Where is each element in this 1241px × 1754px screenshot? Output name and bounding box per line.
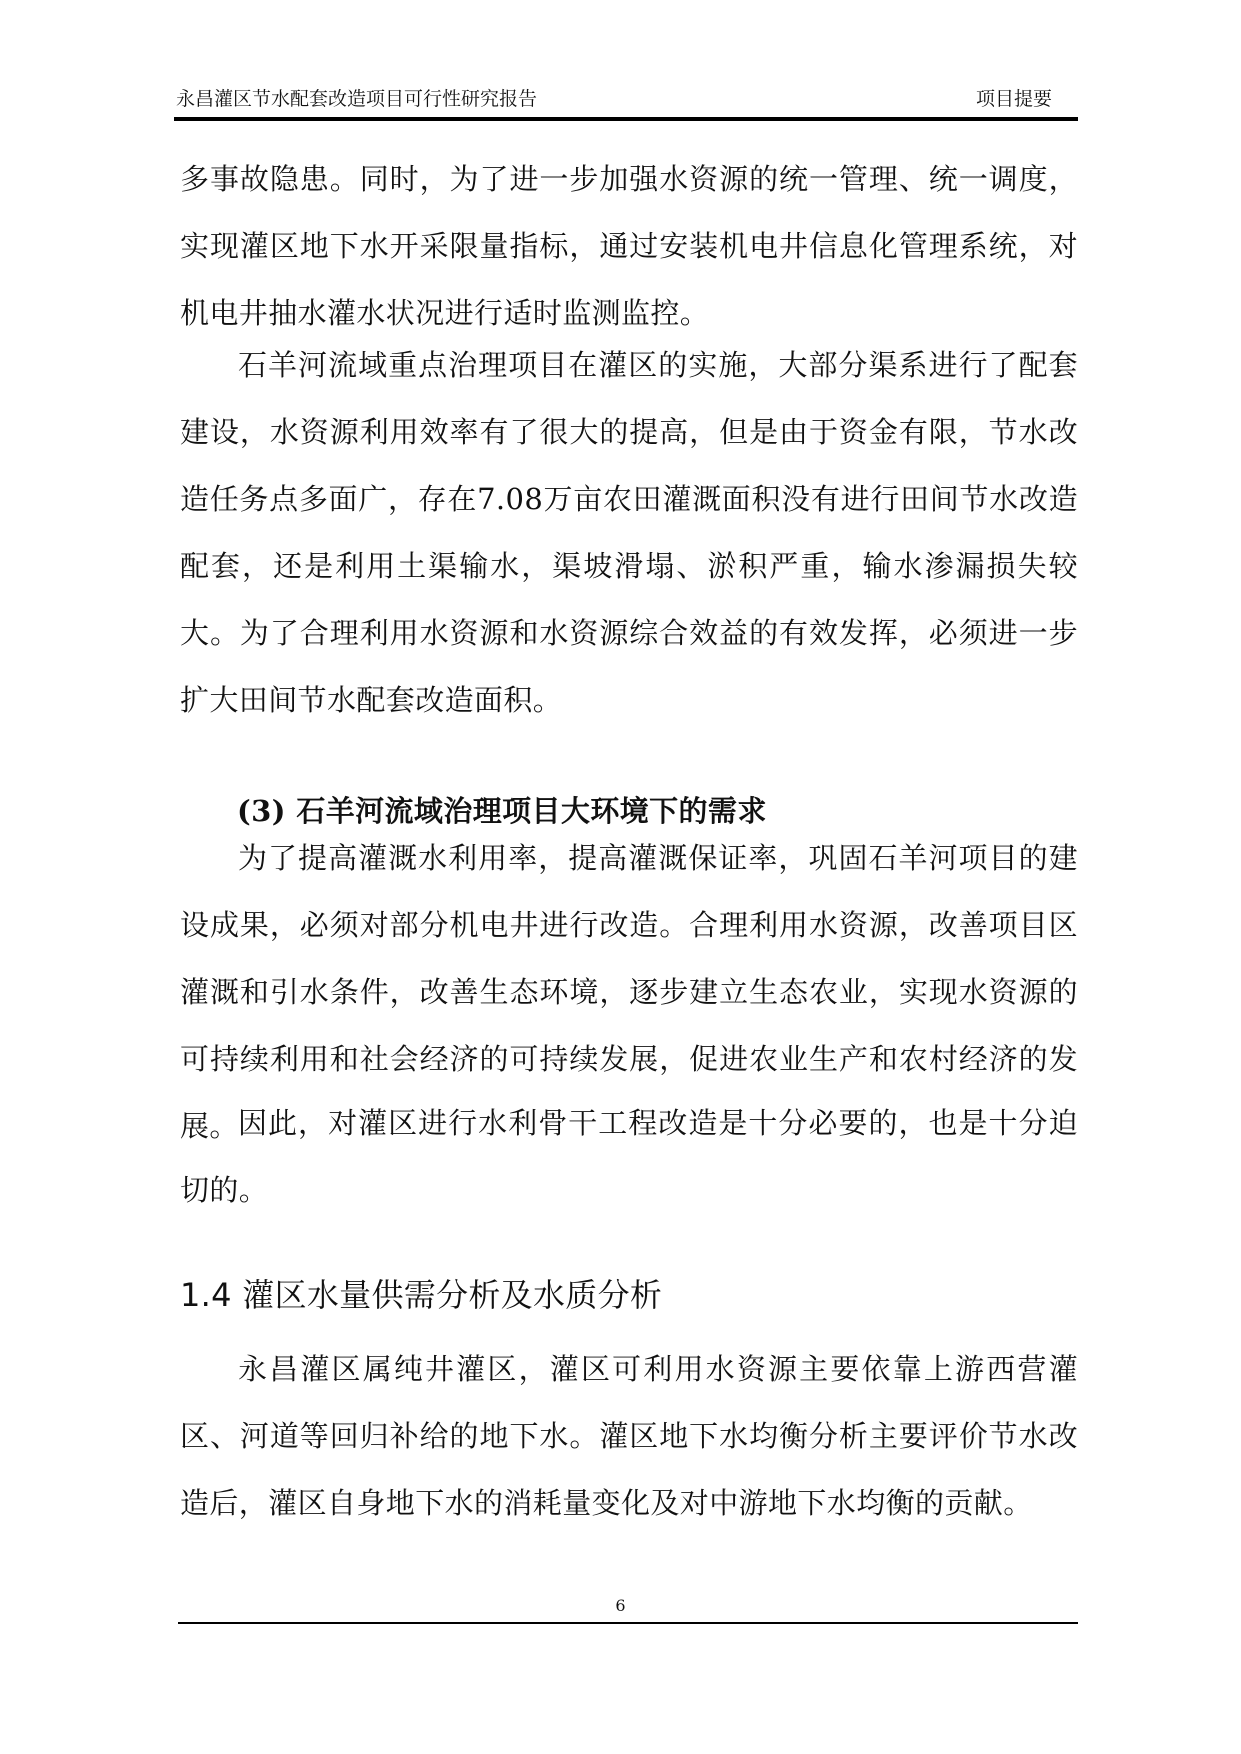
page-header [176, 86, 1076, 116]
footer-divider [178, 1622, 1078, 1624]
section-label: 项目提要 [975, 88, 1052, 110]
report-title: 永昌灌区节水配套改造项目可行性研究报告 [176, 88, 538, 110]
paragraph-5: 永昌灌区属纯井灌区，灌区可利用水资源主要依靠上游西营灌区、河道等回归补给的地下水。灌区地下水均衡分析主要评价节水改造后，灌区自身地下水的消耗量变化及对中游地下水均衡的贡献。 [180, 1352, 1078, 1520]
paragraph-3: 为了提高灌溉水利用率，提高灌溉保证率，巩固石羊河项目的建设成果，必须对部分机电井进行改造。合理利用水资源，改善项目区灌溉和引水条件，改善生态环境，逐步建立生态农业，实现水资源的可持续利用和社会经济的可持续发展，促进农业生产和农村经济的发展。 [180, 841, 1078, 1143]
header-divider [174, 117, 1078, 121]
paragraph-4: 因此，对灌区进行水利骨干工程改造是十分必要的，也是十分迫切的。 [180, 1106, 1078, 1207]
paragraph-2: 石羊河流域重点治理项目在灌区的实施，大部分渠系进行了配套建设，水资源利用效率有了很大的提高，但是由于资金有限，节水改造任务点多面广，存在7.08万亩农田灌溉面积没有进行田间节水改造配套，还是利用土渠输水，渠坡滑塌、淤积严重，输水渗漏损失较大。为了合理利用水资源和水资源综合效益的有效发挥，必须进一步扩大田间节水配套改造面积。 [180, 348, 1078, 717]
section-heading: 1.4 灌区水量供需分析及水质分析 [180, 1276, 663, 1314]
subsection-heading: (3) 石羊河流域治理项目大环境下的需求 [237, 794, 767, 828]
page-number: 6 [615, 1596, 626, 1615]
paragraph-1: 多事故隐患。同时，为了进一步加强水资源的统一管理、统一调度，实现灌区地下水开采限量指标，通过安装机电井信息化管理系统，对机电井抽水灌水状况进行适时监测监控。 [180, 162, 1078, 330]
